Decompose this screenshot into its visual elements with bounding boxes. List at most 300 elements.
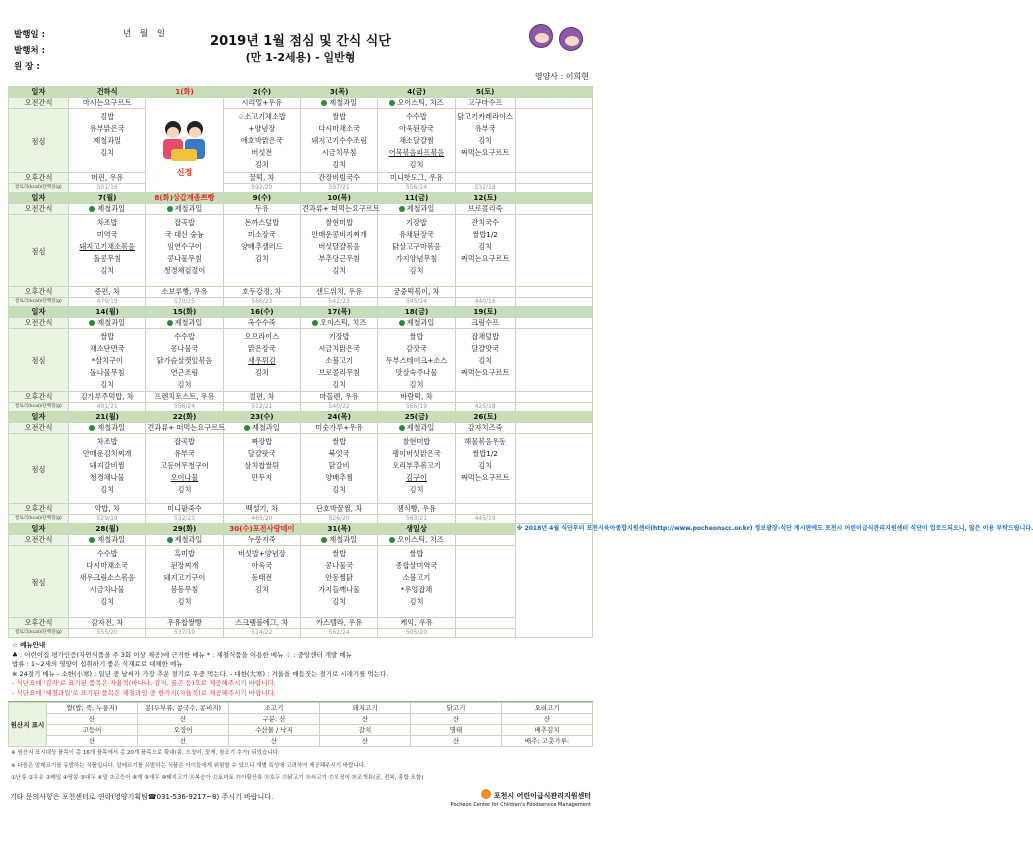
- menu-item: 양배추찜: [325, 473, 354, 482]
- side-cell: [515, 318, 592, 329]
- lunch-cell: [455, 109, 515, 173]
- pm-snack-row: [9, 173, 593, 184]
- am-snack-cell: 누룽지죽: [223, 535, 300, 546]
- menu-item: 부추당근무침: [318, 254, 360, 263]
- menu-item: 잔치국수: [471, 218, 500, 227]
- date-cell: 건하식: [69, 87, 146, 98]
- kcal-cell: 545/24: [378, 298, 455, 307]
- origin-value: 산: [502, 714, 593, 725]
- menu-item: 버섯밥+양념장: [237, 549, 286, 558]
- menu-item: 잡곡밥: [174, 218, 195, 227]
- side-cell: [515, 423, 592, 434]
- menu-item: 김치: [478, 461, 493, 470]
- date-cell: 생일상: [378, 524, 455, 535]
- kcal-label: 칼로리(kcal)/단백질(g): [9, 403, 69, 412]
- menu-item: 돌나물무침: [89, 368, 125, 377]
- center-name-en: Pocheon Center for Children's Foodservice Management: [450, 801, 591, 808]
- am-snack-cell: 제철과일: [69, 423, 146, 434]
- am-snack-row: [9, 318, 593, 329]
- pm-snack-label: 오후간식: [9, 392, 69, 403]
- menu-item: 종합살미역국: [395, 561, 438, 570]
- menu-item: 채소달걀찜: [399, 136, 434, 145]
- lunch-cell: [378, 109, 455, 173]
- origin-value: 산: [411, 736, 502, 747]
- menu-item: 맑은장국: [247, 344, 276, 353]
- menu-item: 돼지갈비찜: [89, 461, 125, 470]
- date-label: 일자: [9, 87, 69, 98]
- issue-date-label: 발행일 :: [14, 30, 45, 40]
- menu-item: 유채된장국: [399, 230, 434, 239]
- menu-item: 애호박맑은국: [240, 136, 283, 145]
- pm-snack-row: [9, 287, 593, 298]
- lunch-cell: [300, 546, 377, 618]
- menu-item: *우엉잡채: [400, 585, 433, 594]
- am-snack-cell: 제철과일: [146, 318, 223, 329]
- menu-item: *삼치구이: [91, 356, 123, 365]
- date-cell: 29(화): [146, 524, 223, 535]
- date-cell: 18(금): [378, 307, 455, 318]
- am-snack-cell: 견과류+ 떠먹는요구르트: [147, 423, 226, 432]
- lunch-cell: [455, 546, 515, 618]
- kcal-cell: 532/18: [455, 184, 515, 193]
- am-snack-cell: 감자치즈죽: [455, 423, 515, 434]
- pm-snack-label: 오후간식: [9, 504, 69, 515]
- date-cell: 14(월): [69, 307, 146, 318]
- menu-item: 청경채겉절이: [163, 266, 206, 275]
- allergy-note: ※ 다음은 알레르기를 유발하는 식품입니다. 알레르기를 유발하는 식품은 아이들에게 위험할 수 있으니 개별 특성에 고려하여 제공해주시기 바랍니다.: [11, 762, 366, 769]
- menu-item: 소불고기: [325, 356, 354, 365]
- menu-item: 안매운콩비지찌개: [311, 230, 367, 239]
- menu-item: 김치: [254, 585, 269, 594]
- lunch-label: 점심: [9, 109, 69, 173]
- menu-item: 기장밥: [406, 218, 427, 227]
- lunch-label: 점심: [9, 434, 69, 504]
- menu-item: 쌀밥: [100, 332, 115, 341]
- menu-item: 동태전: [251, 573, 273, 582]
- menu-item: 잡채덮밥: [471, 332, 500, 341]
- menu-item: 김치: [478, 242, 493, 251]
- date-label: 일자: [9, 193, 69, 204]
- kcal-cell: 537/19: [146, 629, 223, 638]
- kcal-cell: 505/20: [378, 629, 455, 638]
- menu-item: 연근조림: [170, 368, 199, 377]
- date-cell: 23(수): [223, 412, 300, 423]
- menu-item: 오이나물: [170, 473, 199, 482]
- menu-item: 짜먹는요구르트: [460, 254, 510, 263]
- kcal-row: [9, 403, 593, 412]
- menu-item: 된장찌개: [170, 561, 199, 570]
- pm-snack-cell: 바람떡, 차: [378, 392, 455, 403]
- menu-item: 김치: [478, 356, 493, 365]
- date-label: 일자: [9, 307, 69, 318]
- date-cell: 10(목): [300, 193, 377, 204]
- date-cell: 28(월): [69, 524, 146, 535]
- menu-item: 찰현미밥: [325, 218, 354, 227]
- side-cell: [515, 287, 592, 298]
- natural-food-icon: [321, 100, 327, 106]
- menu-item: 브로콜리무침: [318, 368, 360, 377]
- side-cell: [515, 403, 592, 412]
- am-snack-cell: 옥수수죽: [223, 318, 300, 329]
- date-row: [9, 412, 593, 423]
- am-snack-cell: 제철과일: [300, 535, 377, 546]
- menu-guide-title: ☆ 메뉴안내: [12, 641, 46, 649]
- menu-item: 달걀팟국: [247, 449, 276, 458]
- menu-item: 콩나물국: [325, 561, 354, 570]
- menu-item: 오리부추볶고기: [392, 461, 441, 470]
- origin-col: 갈치: [320, 725, 411, 736]
- pm-snack-label: 오후간식: [9, 618, 69, 629]
- page-title: 2019년 1월 점심 및 간식 식단: [210, 34, 391, 49]
- lunch-row: [9, 546, 593, 618]
- kcal-cell: 542/23: [300, 298, 377, 307]
- issuer-label: 발행처 :: [14, 46, 45, 56]
- lunch-cell: [455, 329, 515, 392]
- kcal-cell: 440/16: [455, 298, 515, 307]
- menu-item: 봄동무침: [170, 585, 199, 594]
- am-snack-row: [9, 204, 593, 215]
- kcal-cell: 556/24: [146, 403, 223, 412]
- kcal-cell: 514/22: [223, 629, 300, 638]
- menu-item: 콩나물국: [170, 344, 199, 353]
- menu-item: 김치: [177, 485, 192, 494]
- pm-snack-label: 오후간식: [9, 287, 69, 298]
- menu-item: 김치: [332, 597, 347, 606]
- menu-item: 임연수구이: [167, 242, 202, 251]
- origin-sub-label: 구분:: [262, 715, 278, 723]
- lunch-cell: [223, 109, 300, 173]
- origin-table: [8, 702, 593, 747]
- lunch-row: [9, 215, 593, 287]
- side-cell: [515, 329, 592, 392]
- date-row: [9, 524, 593, 535]
- pm-snack-cell: [455, 392, 515, 403]
- lunch-label: 점심: [9, 215, 69, 287]
- menu-item: 국 대신 숭늉: [164, 230, 205, 239]
- kcal-row: [9, 184, 593, 193]
- natural-food-icon: [389, 537, 395, 543]
- natural-food-icon: [244, 425, 250, 431]
- menu-item: 유부국: [174, 449, 195, 458]
- menu-item: 짜장밥: [251, 437, 273, 446]
- date-cell: 4(금): [378, 87, 455, 98]
- date-cell: 7(월): [69, 193, 146, 204]
- am-snack-cell: 제철과일: [378, 204, 455, 215]
- pm-snack-cell: 궁중떡볶이, 차: [378, 287, 455, 298]
- menu-item: 김치: [100, 266, 115, 275]
- kcal-cell: 512/21: [223, 403, 300, 412]
- menu-item: 미소장국: [247, 230, 276, 239]
- lunch-label: 점심: [9, 329, 69, 392]
- menu-item: 제철과일: [93, 136, 122, 145]
- page-footer: [8, 789, 593, 808]
- kcal-cell: 501/16: [69, 184, 146, 193]
- menu-item: 쌀밥: [409, 549, 424, 558]
- center-name: 포천시 어린이급식관리지원센터: [493, 791, 591, 800]
- date-cell: [455, 524, 515, 535]
- am-snack-cell: 마시는요구르트: [69, 98, 146, 109]
- menu-item: 삼치찹쌀튀: [244, 461, 280, 470]
- side-cell: [515, 298, 592, 307]
- menu-item: 버섯전: [251, 148, 273, 157]
- lunch-cell: [146, 215, 223, 287]
- date-label: 일자: [9, 412, 69, 423]
- date-cell: 30(수)포전사랑데이: [223, 524, 300, 535]
- pm-snack-cell: 꿀떡, 차: [223, 173, 300, 184]
- lunch-cell: [223, 434, 300, 504]
- menu-item: 감잣국: [406, 344, 427, 353]
- date-row: [9, 307, 593, 318]
- menu-item: 김치: [177, 597, 192, 606]
- am-snack-row: [9, 98, 593, 109]
- natural-food-icon: [167, 206, 173, 212]
- menu-item: 수수밥: [96, 549, 118, 558]
- menu-item: 북엇국: [328, 449, 350, 458]
- side-cell: [515, 173, 592, 184]
- menu-item: 어묵볶음파프볶음: [388, 148, 445, 157]
- date-cell: 11(금): [378, 193, 455, 204]
- menu-item: 청경채나물: [89, 473, 125, 482]
- pm-snack-row: [9, 618, 593, 629]
- am-snack-cell: 오이스틱, 치즈: [300, 318, 377, 329]
- am-snack-cell: 제철과일: [146, 204, 223, 215]
- menu-item: 김구이: [406, 473, 427, 482]
- menu-item: 닭살고구마볶음: [392, 242, 441, 251]
- menu-item: 차조밥: [96, 218, 118, 227]
- kcal-cell: 425/18: [455, 403, 515, 412]
- menu-item: 쌀밥: [332, 437, 347, 446]
- lunch-cell: [455, 215, 515, 287]
- date-cell: 12(토): [455, 193, 515, 204]
- kcal-label: 칼로리(kcal)/단백질(g): [9, 629, 69, 638]
- natural-food-icon: [89, 206, 95, 212]
- am-snack-cell: [455, 535, 515, 546]
- origin-value: 산: [138, 736, 229, 747]
- kimchi-origin: 배추: 고춧가루:: [502, 736, 593, 747]
- pm-snack-cell: 간장비빔국수: [300, 173, 377, 184]
- side-cell: [515, 184, 592, 193]
- menu-item: 오므라이스: [244, 332, 280, 341]
- origin-value: 산: [138, 714, 229, 725]
- menu-item: 김치: [409, 485, 424, 494]
- lunch-cell: [378, 546, 455, 618]
- menu-item: 다시마채소국: [86, 561, 128, 570]
- menu-item: 돌콩무침: [93, 254, 122, 263]
- menu-item: 다시마채소국: [318, 124, 360, 133]
- side-cell: [515, 504, 592, 515]
- am-snack-cell: 견과류+ 떠먹는요구르트: [301, 204, 380, 213]
- origin-col: 닭고기: [411, 703, 502, 714]
- menu-item: 해물볶음우동: [464, 437, 506, 446]
- menu-item: 새우튀김: [247, 356, 276, 365]
- lunch-cell: [455, 434, 515, 504]
- date-cell: 21(월): [69, 412, 146, 423]
- date-cell: 25(금): [378, 412, 455, 423]
- side-cell: [515, 109, 592, 173]
- origin-col: 배추김치: [502, 725, 593, 736]
- menu-item: ♤소고기채소밥: [237, 112, 286, 121]
- pm-snack-cell: [455, 173, 515, 184]
- pm-snack-cell: 김가루주먹밥, 차: [69, 392, 146, 403]
- kcal-cell: [455, 629, 515, 638]
- menu-item: 돈까스덮밥: [244, 218, 280, 227]
- lunch-cell: [146, 546, 223, 618]
- menu-guide: [8, 638, 593, 702]
- kcal-label: 칼로리(kcal)/단백질(g): [9, 184, 69, 193]
- allergen-list: ①난류 ②우유 ③메밀 ④땅콩 ⑤대두 ⑥밀 ⑦고등어 ⑧게 ⑨새우 ⑩돼지고기 ⑪복숭아 ⑫토마토 ⑬아황산류 ⑭호두 ⑮닭고기 ⑯쇠고기 ⑰오징어 ⑱조개류(굴, 전복, 홍합 포함): [11, 775, 424, 781]
- menu-item: 콩나물무침: [167, 254, 202, 263]
- natural-food-icon: [89, 320, 95, 326]
- kcal-cell: 566/19: [378, 403, 455, 412]
- menu-item: +양념장: [248, 124, 276, 133]
- menu-item: 짜먹는요구르트: [460, 368, 510, 377]
- menu-item: 잡곡밥: [174, 437, 195, 446]
- kcal-cell: 566/23: [223, 298, 300, 307]
- menu-table: [8, 86, 1033, 638]
- menu-item: 기장밥: [328, 332, 350, 341]
- menu-item: 차조밥: [96, 437, 118, 446]
- menu-item: 찰현미밥: [402, 437, 431, 446]
- pm-snack-cell: 샌드위치, 우유: [300, 287, 377, 298]
- origin-value: 산: [320, 714, 411, 725]
- menu-item: 소불고기: [402, 573, 431, 582]
- am-snack-row: [9, 535, 593, 546]
- natural-food-icon: [321, 537, 327, 543]
- date-row: [9, 87, 593, 98]
- menu-item: 닭갈비: [328, 461, 350, 470]
- menu-item: 달걀맛국: [471, 344, 500, 353]
- lunch-cell: [223, 546, 300, 618]
- pm-snack-cell: 프렌치토스트, 우유: [146, 392, 223, 403]
- menu-item: 만두지: [251, 473, 273, 482]
- kcal-cell: 532/23: [146, 515, 223, 524]
- menu-item: 가지양념무침: [395, 254, 438, 263]
- menu-item: 쌀밥1/2: [472, 449, 498, 458]
- menu-item: 두부스테이크+소스: [385, 356, 448, 365]
- menu-item: 돼지고기채소볶음: [79, 242, 135, 251]
- center-logo-icon: [481, 789, 491, 799]
- lunch-cell: [146, 329, 223, 392]
- menu-item: 김치: [409, 266, 424, 275]
- menu-item: 돼지고기수수조림: [311, 136, 367, 145]
- kcal-row: [9, 629, 593, 638]
- menu-item: 김치: [332, 485, 347, 494]
- seafood-label: 수산물: [255, 726, 274, 734]
- date-cell: 3(목): [300, 87, 377, 98]
- lunch-cell: [69, 109, 146, 173]
- am-snack-cell: 브로콜리죽: [455, 204, 515, 215]
- kcal-cell: 445/19: [455, 515, 515, 524]
- menu-item: 김치: [177, 380, 192, 389]
- menu-guide-line: - 식단표에 '제철과일'로 표기된 품목은 제철과일 중 한가지(자율적)로 제공해주시기 바랍니다.: [12, 688, 276, 697]
- side-cell: [515, 392, 592, 403]
- date-cell: 9(수): [223, 193, 300, 204]
- am-snack-label: 오전간식: [9, 535, 69, 546]
- menu-item: 김치: [332, 380, 347, 389]
- kcal-cell: 570/25: [146, 298, 223, 307]
- origin-col: 쌀(밥, 죽, 누룽지): [47, 703, 138, 714]
- date-cell: 26(토): [455, 412, 515, 423]
- pm-snack-cell: 미니팥죽수: [146, 504, 223, 515]
- origin-col: 돼지고기: [320, 703, 411, 714]
- side-cell: [515, 434, 592, 504]
- side-header-cell: [515, 193, 592, 204]
- menu-item: 닭고기카레라이스: [457, 112, 513, 121]
- date-cell: 2(수): [223, 87, 300, 98]
- lunch-row: [9, 329, 593, 392]
- menu-item: 짜먹는요구르트: [460, 473, 510, 482]
- date-cell: 16(수): [223, 307, 300, 318]
- lunch-row: [9, 434, 593, 504]
- date-cell: 8(화)상갑계좀쁘빵: [146, 193, 223, 204]
- origin-value: 구분: 산: [229, 714, 320, 725]
- origin-value: 산: [411, 714, 502, 725]
- side-cell: [515, 98, 592, 109]
- kcal-cell: 555/20: [69, 629, 146, 638]
- kcal-cell: 592/20: [223, 184, 300, 193]
- menu-guide-line: - 식단표에 '감자'로 표기된 품목은 자율적(바나나, 감자, 꿀곤 등)으로 제공해주시기 바랍니다.: [12, 679, 276, 687]
- kcal-cell: 562/24: [300, 629, 377, 638]
- pm-snack-cell: 약밥, 차: [69, 504, 146, 515]
- menu-item: 아욱된장국: [399, 124, 434, 133]
- menu-item: 팽이버섯맑은국: [392, 449, 441, 458]
- lunch-label: 점심: [9, 546, 69, 618]
- date-cell: 15(화): [146, 307, 223, 318]
- side-note: ※ 2018년 4월 식단부터 포천시육아종합지원센터(http://www.pocheonscc.or.kr) 정보광장-식단 게시판에도 포천시 어린이급식관리지원센터 식단이 업로드되오니, 많은 이용 부탁드립니다.: [515, 524, 592, 638]
- page-subtitle: (만 1-2세용) - 일반형: [245, 51, 356, 64]
- menu-item: 김치: [332, 266, 347, 275]
- menu-item: 미역국: [96, 230, 118, 239]
- pm-snack-cell: 마들렌, 우유: [300, 392, 377, 403]
- pm-snack-cell: 소보루빵, 우유: [146, 287, 223, 298]
- date-cell: 17(목): [300, 307, 377, 318]
- kcal-cell: 597/21: [300, 184, 377, 193]
- menu-item: 맛살숙주나물: [395, 368, 438, 377]
- lunch-cell: [378, 434, 455, 504]
- pm-snack-row: [9, 392, 593, 403]
- lunch-cell: [69, 546, 146, 618]
- pm-snack-cell: [455, 504, 515, 515]
- menu-item: 쌀밥1/2: [472, 230, 498, 239]
- lunch-cell: [69, 434, 146, 504]
- menu-item: 김치: [478, 136, 493, 145]
- lunch-cell: [378, 215, 455, 287]
- menu-item: 수수밥: [174, 332, 195, 341]
- lunch-cell: [69, 329, 146, 392]
- menu-item: 아욱국: [251, 561, 273, 570]
- origin-label: 원산지 표시: [9, 703, 47, 747]
- am-snack-label: 오전간식: [9, 423, 69, 434]
- pm-snack-cell: 우유찹쌀빵: [146, 618, 223, 629]
- menu-item: 김치: [332, 160, 347, 169]
- pm-snack-cell: [455, 618, 515, 629]
- origin-value: 산: [47, 714, 138, 725]
- pm-snack-cell: 머핀, 우유: [69, 173, 146, 184]
- kcal-label: 칼로리(kcal)/단백질(g): [9, 515, 69, 524]
- am-snack-cell: 오이스틱, 치즈: [378, 535, 455, 546]
- pm-snack-cell: 증편, 차: [69, 287, 146, 298]
- menu-item: 닭가슴살캣잎볶음: [156, 356, 213, 365]
- kcal-label: 칼로리(kcal)/단백질(g): [9, 298, 69, 307]
- lunch-cell: [300, 109, 377, 173]
- natural-food-icon: [399, 206, 405, 212]
- menu-item: 쌀밥: [332, 549, 347, 558]
- origin-value: 산: [320, 736, 411, 747]
- kcal-cell: 479/19: [69, 298, 146, 307]
- am-snack-row: [9, 423, 593, 434]
- menu-guide-line: ♣ : 어린이집 평가인증(자연식품을 주 3회 이상 제공)에 근거한 메뉴 * : 제철식품을 이용한 메뉴 ♤ : 중앙센터 개발 메뉴: [12, 650, 352, 659]
- menu-item: 김치: [409, 597, 424, 606]
